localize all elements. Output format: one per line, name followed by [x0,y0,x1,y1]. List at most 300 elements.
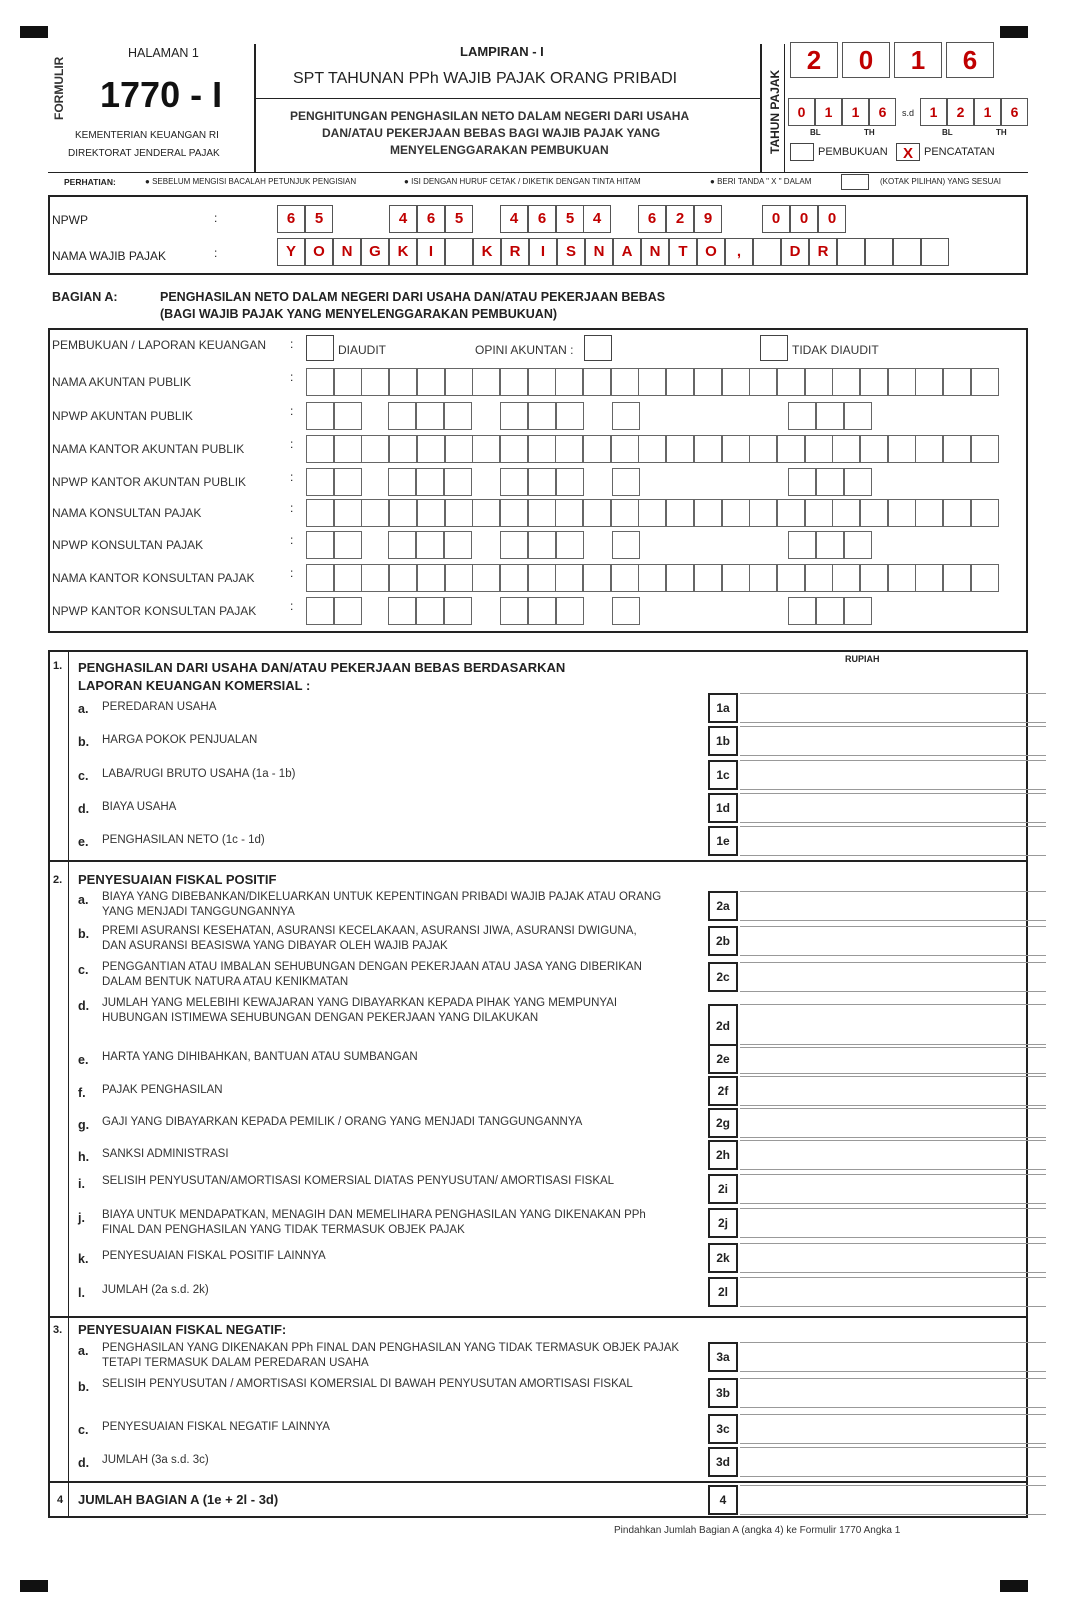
section-3-number: 3. [53,1324,63,1336]
name-char-box[interactable] [583,368,611,396]
npwp-digit-box[interactable]: 9 [694,205,722,233]
line-code: 3c [708,1414,738,1444]
npwp-digit-box[interactable] [334,597,362,625]
name-char-box[interactable]: O [697,238,725,266]
example-checkbox [841,174,869,190]
bl-label: BL [942,128,953,137]
npwp-digit-box[interactable]: 6 [638,205,666,233]
amount-input[interactable] [740,1342,1046,1372]
spt-title: SPT TAHUNAN PPh WAJIB PAJAK ORANG PRIBADI [293,70,678,87]
npwp-digit-box[interactable] [816,597,844,625]
npwp-digit-box[interactable] [416,402,444,430]
pencatatan-checkbox[interactable]: X [896,143,920,161]
item-letter: b. [78,1380,90,1394]
npwp-digit-box[interactable] [388,531,416,559]
npwp-digit-box[interactable]: 4 [500,205,528,233]
name-char-box[interactable]: D [781,238,809,266]
name-char-box[interactable] [611,435,639,463]
npwp-digit-box[interactable] [844,531,872,559]
colon: : [290,566,294,580]
npwp-digit-box[interactable] [528,402,556,430]
name-char-box[interactable] [361,368,389,396]
amount-input[interactable] [740,793,1046,823]
name-char-box[interactable] [694,499,722,527]
line-code: 2g [708,1108,738,1138]
item-label: SANKSI ADMINISTRASI [102,1148,229,1160]
name-char-box[interactable]: I [417,238,445,266]
npwp-digit-box[interactable] [612,597,640,625]
pembukuan-label: PEMBUKUAN [818,146,888,158]
npwp-digit-box[interactable] [500,468,528,496]
amount-input[interactable] [740,1140,1046,1170]
amount-input[interactable] [740,693,1046,723]
item-label: BIAYA USAHA [102,801,177,813]
npwp-digit-box[interactable] [416,531,444,559]
name-char-box[interactable] [694,564,722,592]
name-char-box[interactable] [749,435,777,463]
npwp-digit-box[interactable]: 6 [417,205,445,233]
colon: : [290,404,294,418]
name-char-box[interactable] [555,368,583,396]
colon: : [290,501,294,515]
name-char-box[interactable] [777,435,805,463]
name-char-box[interactable] [500,435,528,463]
name-char-box[interactable] [361,435,389,463]
name-char-box[interactable] [694,435,722,463]
name-char-box[interactable] [888,564,916,592]
npwp-digit-box[interactable] [306,402,334,430]
name-char-box[interactable] [888,368,916,396]
npwp-digit-box[interactable]: 5 [445,205,473,233]
period-to-digit[interactable]: 1 [920,98,947,126]
npwp-digit-box[interactable] [788,468,816,496]
name-char-box[interactable] [528,435,556,463]
name-char-box[interactable] [361,499,389,527]
npwp-digit-box[interactable] [444,402,472,430]
registration-mark [1000,1580,1028,1592]
name-char-box[interactable] [971,368,999,396]
name-char-box[interactable] [417,499,445,527]
line-code: 2e [708,1044,738,1074]
npwp-digit-box[interactable] [306,468,334,496]
npwp-digit-box[interactable] [388,597,416,625]
npwp-digit-box[interactable] [556,468,584,496]
section-1-title-2: LAPORAN KEUANGAN KOMERSIAL : [78,678,311,693]
year-digit-box[interactable]: 2 [790,42,838,78]
registration-mark [1000,26,1028,38]
header-divider [760,44,762,172]
name-char-box[interactable] [361,564,389,592]
npwp-digit-box[interactable] [500,402,528,430]
amount-input[interactable] [740,891,1046,921]
perhatian-label: PERHATIAN: [64,177,116,187]
bl-label: BL [810,128,821,137]
name-char-box[interactable] [722,499,750,527]
name-char-box[interactable] [915,368,943,396]
name-char-box[interactable] [445,435,473,463]
name-char-box[interactable] [417,368,445,396]
name-char-box[interactable] [943,564,971,592]
name-char-box[interactable]: G [361,238,389,266]
name-char-box[interactable] [943,499,971,527]
npwp-digit-box[interactable] [612,531,640,559]
perhatian-item-2: ● ISI DENGAN HURUF CETAK / DIKETIK DENGAN TINTA HITAM [404,177,641,186]
year-digit-box[interactable]: 6 [946,42,994,78]
name-char-box[interactable] [445,368,473,396]
name-char-box[interactable] [306,368,334,396]
perhatian-item-3: ● BERI TANDA " X " DALAM [710,177,812,186]
period-from-digit[interactable]: 1 [842,98,869,126]
line-code: 4 [708,1485,738,1515]
name-char-box[interactable] [611,564,639,592]
npwp-digit-box[interactable] [444,468,472,496]
line-code: 2f [708,1076,738,1106]
npwp-digit-box[interactable] [334,402,362,430]
name-char-box[interactable] [666,368,694,396]
item-label: LABA/RUGI BRUTO USAHA (1a - 1b) [102,768,296,780]
name-char-box[interactable] [722,368,750,396]
section-4-title: JUMLAH BAGIAN A (1e + 2l - 3d) [78,1492,279,1507]
npwp-digit-box[interactable] [416,597,444,625]
name-char-box[interactable]: Y [277,238,305,266]
amount-input[interactable] [740,1378,1046,1408]
npwp-digit-box[interactable] [444,597,472,625]
item-label: PREMI ASURANSI KESEHATAN, ASURANSI KECELAKAAN, ASURANSI JIWA, ASURANSI DWIGUNA, DAN ASURANSI BEASISWA YANG DIBAYAR OLEH WAJIB PAJAK [102,925,637,952]
nama-wajib-pajak-label: NAMA WAJIB PAJAK [52,249,167,263]
name-char-box[interactable] [921,238,949,266]
name-char-box[interactable] [306,499,334,527]
npwp-digit-box[interactable] [612,402,640,430]
npwp-digit-box[interactable]: 0 [762,205,790,233]
npwp-digit-box[interactable] [306,597,334,625]
line-code: 1c [708,760,738,790]
tidak-diaudit-checkbox[interactable] [760,335,788,361]
name-char-box[interactable] [805,368,833,396]
name-char-box[interactable] [417,435,445,463]
name-char-box[interactable] [832,499,860,527]
item-letter: i. [78,1177,85,1191]
npwp-digit-box[interactable] [444,531,472,559]
npwp-digit-box[interactable]: 5 [556,205,584,233]
diaudit-checkbox[interactable] [306,335,334,361]
name-char-box[interactable] [971,499,999,527]
tahun-pajak-label: TAHUN PAJAK [768,69,782,154]
name-char-box[interactable] [638,435,666,463]
npwp-digit-box[interactable] [816,531,844,559]
name-char-box[interactable]: O [305,238,333,266]
period-from-digit[interactable]: 1 [815,98,842,126]
period-to-digit[interactable]: 1 [974,98,1001,126]
name-char-box[interactable] [583,435,611,463]
name-char-box[interactable] [749,564,777,592]
name-char-box[interactable]: , [725,238,753,266]
item-letter: a. [78,702,89,716]
name-char-box[interactable]: R [501,238,529,266]
year-digit-box[interactable]: 1 [894,42,942,78]
npwp-digit-box[interactable] [388,468,416,496]
name-char-box[interactable] [306,435,334,463]
item-label: SELISIH PENYUSUTAN/AMORTISASI KOMERSIAL DIATAS PENYUSUTAN/ AMORTISASI FISKAL [102,1175,615,1187]
name-char-box[interactable]: N [333,238,361,266]
diaudit-label: DIAUDIT [338,343,386,357]
npwp-digit-box[interactable] [334,468,362,496]
npwp-digit-box[interactable] [306,531,334,559]
item-letter: e. [78,835,89,849]
colon: : [290,370,294,384]
npwp-digit-box[interactable] [556,597,584,625]
amount-input[interactable] [740,1108,1046,1138]
name-char-box[interactable] [611,499,639,527]
npwp-digit-box[interactable] [844,402,872,430]
npwp-digit-box[interactable]: 6 [528,205,556,233]
name-char-box[interactable] [500,564,528,592]
name-char-box[interactable] [722,435,750,463]
name-char-box[interactable] [555,435,583,463]
line-code: 1b [708,726,738,756]
npwp-digit-box[interactable] [556,531,584,559]
name-char-box[interactable] [666,435,694,463]
name-char-box[interactable] [915,564,943,592]
npwp-digit-box[interactable] [500,531,528,559]
name-char-box[interactable] [893,238,921,266]
opini-input[interactable] [584,335,612,361]
item-letter: c. [78,769,89,783]
pembukuan-checkbox[interactable] [790,143,814,161]
npwp-digit-box[interactable]: 0 [818,205,846,233]
name-char-box[interactable] [860,564,888,592]
name-char-box[interactable] [583,564,611,592]
period-sd-label: s.d [902,108,915,118]
name-char-box[interactable] [472,564,500,592]
name-char-box[interactable] [334,499,362,527]
amount-input[interactable] [740,1277,1046,1307]
name-char-box[interactable] [528,564,556,592]
item-letter: d. [78,1456,90,1470]
npwp-digit-box[interactable] [500,597,528,625]
item-label: PENGHASILAN NETO (1c - 1d) [102,834,265,846]
npwp-digit-box[interactable]: 2 [666,205,694,233]
npwp-digit-box[interactable] [788,531,816,559]
npwp-digit-box[interactable] [556,402,584,430]
bagian-a-title-2: (BAGI WAJIB PAJAK YANG MENYELENGGARAKAN PEMBUKUAN) [160,307,558,321]
amount-input[interactable] [740,1208,1046,1238]
period-to-digit[interactable]: 2 [947,98,974,126]
name-char-box[interactable] [749,368,777,396]
npwp-digit-box[interactable] [788,402,816,430]
name-char-box[interactable] [445,238,473,266]
npwp-digit-box[interactable] [844,468,872,496]
npwp-digit-box[interactable] [816,468,844,496]
npwp-digit-box[interactable]: 0 [790,205,818,233]
name-char-box[interactable] [528,368,556,396]
accountant-row-label: NPWP KANTOR AKUNTAN PUBLIK [52,475,247,489]
name-char-box[interactable] [389,368,417,396]
name-char-box[interactable] [777,368,805,396]
amount-input[interactable] [740,826,1046,856]
npwp-digit-box[interactable] [612,468,640,496]
line-code: 2l [708,1277,738,1307]
npwp-digit-box[interactable] [334,531,362,559]
npwp-digit-box[interactable] [388,402,416,430]
name-char-box[interactable] [722,564,750,592]
name-char-box[interactable] [611,368,639,396]
name-char-box[interactable]: R [809,238,837,266]
name-char-box[interactable] [334,564,362,592]
line-code: 1d [708,793,738,823]
name-char-box[interactable]: I [529,238,557,266]
amount-input[interactable] [740,1447,1046,1477]
period-from-digit[interactable]: 6 [869,98,896,126]
name-char-box[interactable] [555,499,583,527]
npwp-digit-box[interactable] [416,468,444,496]
amount-input[interactable] [740,962,1046,992]
name-char-box[interactable] [334,368,362,396]
item-label: GAJI YANG DIBAYARKAN KEPADA PEMILIK / ORANG YANG MENJADI TANGGUNGANNYA [102,1116,583,1128]
name-char-box[interactable]: S [557,238,585,266]
name-char-box[interactable] [777,564,805,592]
npwp-digit-box[interactable] [528,531,556,559]
name-char-box[interactable] [638,564,666,592]
section-3-title: PENYESUAIAN FISKAL NEGATIF: [78,1322,287,1337]
period-to-digit[interactable]: 6 [1001,98,1028,126]
item-label: PAJAK PENGHASILAN [102,1084,223,1096]
item-label: HARGA POKOK PENJUALAN [102,734,258,746]
subtitle-line-2: DAN/ATAU PEKERJAAN BEBAS BAGI WAJIB PAJAK YANG [322,126,661,140]
item-label: PEREDARAN USAHA [102,701,217,713]
amount-input[interactable] [740,1044,1046,1074]
name-char-box[interactable] [888,435,916,463]
amount-input[interactable] [740,1414,1046,1444]
name-char-box[interactable] [389,499,417,527]
name-char-box[interactable] [334,435,362,463]
amount-input[interactable] [740,1076,1046,1106]
name-char-box[interactable] [583,499,611,527]
name-char-box[interactable] [971,564,999,592]
name-char-box[interactable] [832,368,860,396]
pencatatan-label: PENCATATAN [924,146,995,158]
period-from-digit[interactable]: 0 [788,98,815,126]
name-char-box[interactable] [943,368,971,396]
th-label: TH [996,128,1007,137]
name-char-box[interactable]: K [389,238,417,266]
npwp-digit-box[interactable]: 6 [277,205,305,233]
name-char-box[interactable]: T [669,238,697,266]
npwp-digit-box[interactable] [788,597,816,625]
npwp-digit-box[interactable] [844,597,872,625]
perhatian-item-3b: (KOTAK PILIHAN) YANG SESUAI [880,177,1001,186]
item-label: SELISIH PENYUSUTAN / AMORTISASI KOMERSIAL DI BAWAH PENYUSUTAN AMORTISASI FISKAL [102,1378,633,1390]
name-char-box[interactable] [805,499,833,527]
name-char-box[interactable] [915,499,943,527]
npwp-digit-box[interactable]: 4 [389,205,417,233]
accountant-row-label: NAMA KONSULTAN PAJAK [52,506,202,520]
bagian-a-title-1: PENGHASILAN NETO DALAM NEGERI DARI USAHA DAN/ATAU PEKERJAAN BEBAS [160,290,666,304]
name-char-box[interactable]: N [585,238,613,266]
name-char-box[interactable] [638,368,666,396]
name-char-box[interactable] [555,564,583,592]
footer-note: Pindahkan Jumlah Bagian A (angka 4) ke Formulir 1770 Angka 1 [614,1525,901,1536]
item-label: PENYESUAIAN FISKAL POSITIF LAINNYA [102,1250,326,1262]
amount-input[interactable] [740,1243,1046,1273]
name-char-box[interactable] [472,499,500,527]
section-1-title-1: PENGHASILAN DARI USAHA DAN/ATAU PEKERJAAN BEBAS BERDASARKAN [78,660,566,675]
name-char-box[interactable]: A [613,238,641,266]
amount-input[interactable] [740,1004,1046,1048]
line-code: 2d [708,1004,738,1048]
amount-input[interactable] [740,1485,1046,1515]
amount-input[interactable] [740,726,1046,756]
name-char-box[interactable] [666,499,694,527]
name-char-box[interactable] [306,564,334,592]
accountant-row-label: NPWP KONSULTAN PAJAK [52,538,204,552]
npwp-digit-box[interactable] [816,402,844,430]
tidak-diaudit-label: TIDAK DIAUDIT [792,343,879,357]
item-letter: l. [78,1286,85,1300]
name-char-box[interactable] [445,499,473,527]
name-char-box[interactable] [528,499,556,527]
name-char-box[interactable] [805,564,833,592]
item-letter: h. [78,1150,90,1164]
name-char-box[interactable] [832,435,860,463]
name-char-box[interactable] [638,499,666,527]
name-char-box[interactable] [417,564,445,592]
amount-input[interactable] [740,926,1046,956]
name-char-box[interactable] [943,435,971,463]
amount-input[interactable] [740,760,1046,790]
name-char-box[interactable] [694,368,722,396]
name-char-box[interactable] [860,499,888,527]
name-char-box[interactable]: N [641,238,669,266]
line-code: 3d [708,1447,738,1477]
npwp-digit-box[interactable] [528,597,556,625]
name-char-box[interactable] [389,435,417,463]
name-char-box[interactable] [666,564,694,592]
npwp-digit-box[interactable]: 4 [583,205,611,233]
name-char-box[interactable] [749,499,777,527]
name-char-box[interactable] [445,564,473,592]
name-char-box[interactable] [500,499,528,527]
name-char-box[interactable] [753,238,781,266]
name-char-box[interactable] [389,564,417,592]
name-char-box[interactable] [837,238,865,266]
name-char-box[interactable] [888,499,916,527]
npwp-digit-box[interactable]: 5 [305,205,333,233]
year-digit-box[interactable]: 0 [842,42,890,78]
name-char-box[interactable] [860,368,888,396]
amount-input[interactable] [740,1174,1046,1204]
name-char-box[interactable] [915,435,943,463]
item-label: JUMLAH YANG MELEBIHI KEWAJARAN YANG DIBAYARKAN KEPADA PIHAK YANG MEMPUNYAI HUBUNGAN ISTIMEWA SEHUBUNGAN DENGAN PEKERJAAN YANG DILAKUKAN [102,997,618,1024]
line-code: 1a [708,693,738,723]
name-char-box[interactable] [500,368,528,396]
name-char-box[interactable] [777,499,805,527]
name-char-box[interactable] [472,368,500,396]
line-code: 2b [708,926,738,956]
formulir-label: FORMULIR [52,56,66,120]
name-char-box[interactable] [472,435,500,463]
name-char-box[interactable] [865,238,893,266]
th-label: TH [864,128,875,137]
name-char-box[interactable] [832,564,860,592]
item-letter: b. [78,927,90,941]
npwp-digit-box[interactable] [528,468,556,496]
name-char-box[interactable] [805,435,833,463]
item-letter: d. [78,802,90,816]
name-char-box[interactable]: K [473,238,501,266]
name-char-box[interactable] [971,435,999,463]
name-char-box[interactable] [860,435,888,463]
item-letter: g. [78,1118,90,1132]
